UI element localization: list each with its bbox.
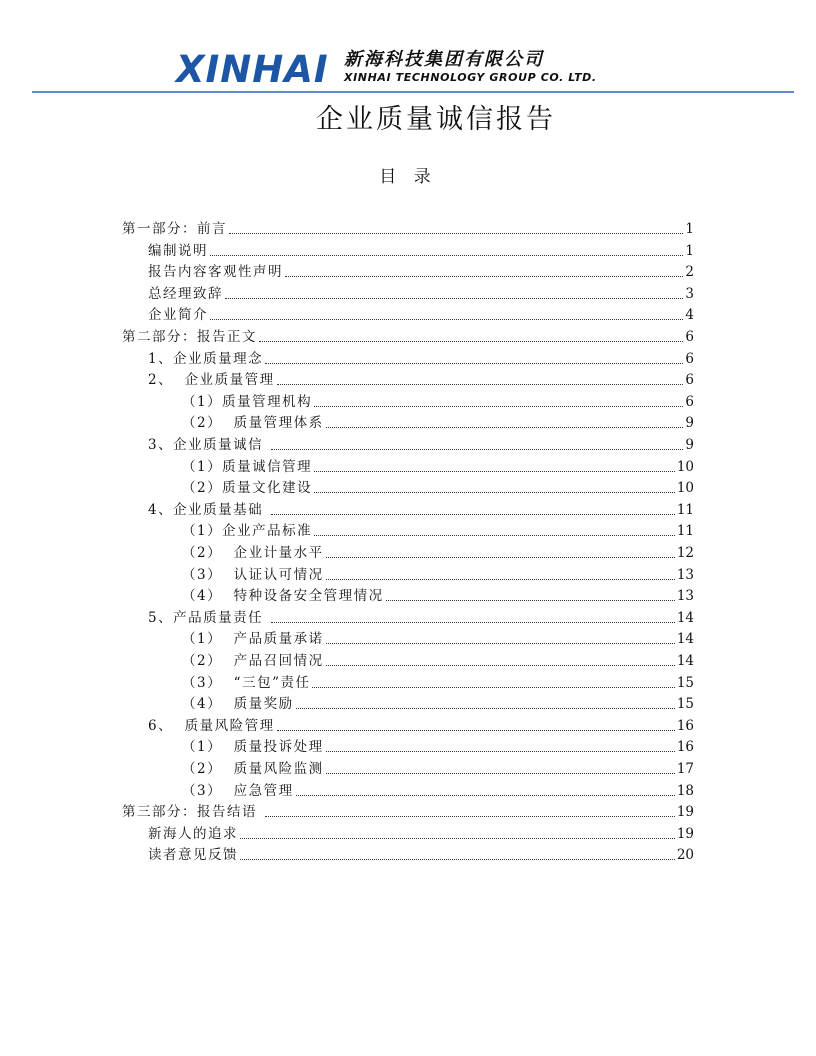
toc-entry-label: （1）质量诚信管理 — [182, 458, 313, 475]
toc-dot-leader — [277, 383, 684, 385]
toc-dot-leader — [314, 470, 675, 472]
toc-entry-label: 编制说明 — [148, 242, 208, 259]
toc-dot-leader — [312, 686, 674, 688]
toc-dot-leader — [240, 858, 675, 860]
toc-entry[interactable] — [148, 607, 694, 627]
toc-dot-leader — [210, 318, 683, 320]
toc-dot-leader — [326, 642, 675, 644]
page-header — [0, 0, 816, 95]
toc-entry[interactable] — [182, 693, 694, 713]
toc-entry-page: 6 — [685, 372, 694, 389]
toc-entry[interactable] — [182, 650, 694, 670]
toc-entry-page: 10 — [676, 480, 694, 497]
toc-entry-label: （3） 认证认可情况 — [182, 566, 324, 583]
toc-entry[interactable] — [182, 542, 694, 562]
toc-title: 目 录 — [379, 167, 437, 187]
header-divider — [32, 91, 794, 93]
toc-entry[interactable] — [182, 736, 694, 756]
toc-entry-page: 18 — [676, 782, 694, 799]
toc-entry-page: 9 — [685, 437, 694, 453]
toc-dot-leader — [285, 275, 683, 277]
toc-entry-label: （2） 产品召回情况 — [182, 653, 324, 669]
toc-dot-leader — [296, 707, 675, 709]
toc-entry-label: （4） 质量奖励 — [182, 696, 294, 713]
toc-entry[interactable] — [148, 434, 694, 454]
toc-entry-page: 14 — [676, 609, 694, 626]
toc-entry[interactable] — [148, 715, 694, 735]
toc-entry[interactable] — [182, 477, 694, 497]
toc-entry-label: 4、企业质量基础 — [148, 501, 269, 518]
toc-entry-label: 报告内容客观性声明 — [148, 264, 283, 281]
toc-entry-label: （3） “三包”责任 — [182, 674, 311, 691]
toc-entry-label: 6、 质量风险管理 — [148, 717, 275, 734]
toc-dot-leader — [277, 729, 675, 731]
toc-entry[interactable] — [122, 801, 694, 821]
toc-entry-page: 10 — [676, 458, 694, 475]
toc-entry-page: 20 — [676, 847, 694, 864]
toc-entry[interactable] — [148, 499, 694, 519]
toc-dot-leader — [296, 794, 675, 796]
report-title: 企业质量诚信报告 — [316, 104, 556, 135]
toc-entry[interactable] — [148, 304, 694, 324]
toc-entry-label: （1）企业产品标准 — [182, 523, 313, 540]
toc-entry-page: 16 — [676, 739, 694, 756]
toc-dot-leader — [326, 750, 675, 752]
toc-dot-leader — [314, 491, 675, 493]
toc-dot-leader — [326, 664, 675, 666]
toc-entry-page: 1 — [685, 242, 694, 259]
toc-entry[interactable] — [122, 218, 694, 238]
toc-entry-label: （4） 特种设备安全管理情况 — [182, 588, 384, 605]
toc-entry-label: 企业简介 — [148, 307, 208, 324]
toc-entry-page: 19 — [676, 804, 694, 821]
toc-entry-label: （1） 质量投诉处理 — [182, 739, 324, 756]
toc-dot-leader — [314, 405, 683, 407]
toc-entry[interactable] — [148, 369, 694, 389]
toc-entry[interactable] — [182, 391, 694, 411]
toc-entry-page: 13 — [676, 566, 694, 583]
toc-entry-label: 1、企业质量理念 — [148, 350, 264, 367]
toc-entry[interactable] — [122, 326, 694, 346]
toc-entry[interactable] — [182, 672, 694, 692]
toc-entry-page: 6 — [685, 393, 694, 410]
company-name-cn: 新海科技集团有限公司 — [344, 49, 544, 70]
toc-entry[interactable] — [182, 456, 694, 476]
toc-entry-page: 14 — [676, 631, 694, 648]
toc-dot-leader — [386, 599, 675, 601]
toc-entry-label: 3、企业质量诚信 — [148, 437, 269, 453]
toc-entry-page: 6 — [685, 329, 694, 345]
toc-entry-label: （2） 企业计量水平 — [182, 545, 324, 561]
toc-entry[interactable] — [148, 348, 694, 368]
toc-entry-page: 19 — [676, 825, 694, 842]
toc-entry-label: 读者意见反馈 — [148, 847, 238, 864]
toc-entry-page: 11 — [676, 523, 694, 540]
toc-dot-leader — [326, 772, 675, 774]
toc-entry-label: （3） 应急管理 — [182, 782, 294, 799]
toc-dot-leader — [210, 254, 683, 256]
toc-entry-page: 14 — [676, 653, 694, 669]
company-name-en: XINHAI TECHNOLOGY GROUP CO. LTD. — [344, 71, 597, 84]
toc-entry[interactable] — [182, 564, 694, 584]
toc-entry-label: 第三部分：报告结语 — [122, 804, 263, 821]
toc-entry[interactable] — [182, 585, 694, 605]
toc-entry[interactable] — [148, 283, 694, 303]
toc-entry-page: 6 — [685, 350, 694, 367]
toc-entry-page: 17 — [676, 761, 694, 777]
toc-dot-leader — [271, 621, 675, 623]
toc-entry-page: 11 — [676, 501, 694, 518]
toc-entry-page: 3 — [685, 285, 694, 302]
toc-entry[interactable] — [148, 240, 694, 260]
toc-entry[interactable] — [182, 758, 694, 778]
toc-entry-label: （1）质量管理机构 — [182, 393, 313, 410]
toc-dot-leader — [229, 232, 683, 234]
toc-entry[interactable] — [182, 628, 694, 648]
toc-entry-page: 4 — [685, 307, 694, 324]
toc-entry-page: 15 — [676, 696, 694, 713]
toc-entry[interactable] — [148, 844, 694, 864]
toc-dot-leader — [259, 340, 683, 342]
toc-entry-label: （2） 质量管理体系 — [182, 415, 324, 432]
toc-entry-label: 新海人的追求 — [148, 825, 238, 842]
toc-entry-page: 1 — [685, 221, 694, 237]
toc-dot-leader — [326, 578, 675, 580]
toc-entry[interactable] — [182, 412, 694, 432]
toc-entry-label: （2）质量文化建设 — [182, 480, 313, 497]
toc-entry-label: 总经理致辞 — [148, 285, 223, 302]
toc-dot-leader — [271, 513, 675, 515]
toc-dot-leader — [265, 362, 683, 364]
toc-entry[interactable] — [182, 520, 694, 540]
toc-entry-label: 5、产品质量责任 — [148, 609, 269, 626]
toc-entry[interactable] — [148, 823, 694, 843]
toc-dot-leader — [240, 837, 675, 839]
toc-dot-leader — [271, 448, 684, 450]
toc-entry-page: 16 — [676, 717, 694, 734]
toc-entry-label: （2） 质量风险监测 — [182, 761, 324, 777]
toc-entry-page: 9 — [685, 415, 694, 432]
toc-dot-leader — [265, 815, 675, 817]
toc-dot-leader — [225, 297, 683, 299]
toc-dot-leader — [326, 556, 675, 558]
toc-entry-page: 15 — [676, 674, 694, 691]
toc-entry-page: 13 — [676, 588, 694, 605]
toc-entry-label: 第一部分：前言 — [122, 221, 227, 237]
toc-dot-leader — [326, 426, 684, 428]
toc-entry-label: 2、 企业质量管理 — [148, 372, 275, 389]
toc-entry[interactable] — [182, 780, 694, 800]
toc-dot-leader — [314, 534, 675, 536]
toc-entry-label: 第二部分：报告正文 — [122, 329, 257, 345]
toc-entry-label: （1） 产品质量承诺 — [182, 631, 324, 648]
toc-entry[interactable] — [148, 261, 694, 281]
toc-entry-page: 12 — [676, 545, 694, 561]
toc-entry-page: 2 — [685, 264, 694, 281]
company-logo: XINHAI — [176, 48, 329, 91]
